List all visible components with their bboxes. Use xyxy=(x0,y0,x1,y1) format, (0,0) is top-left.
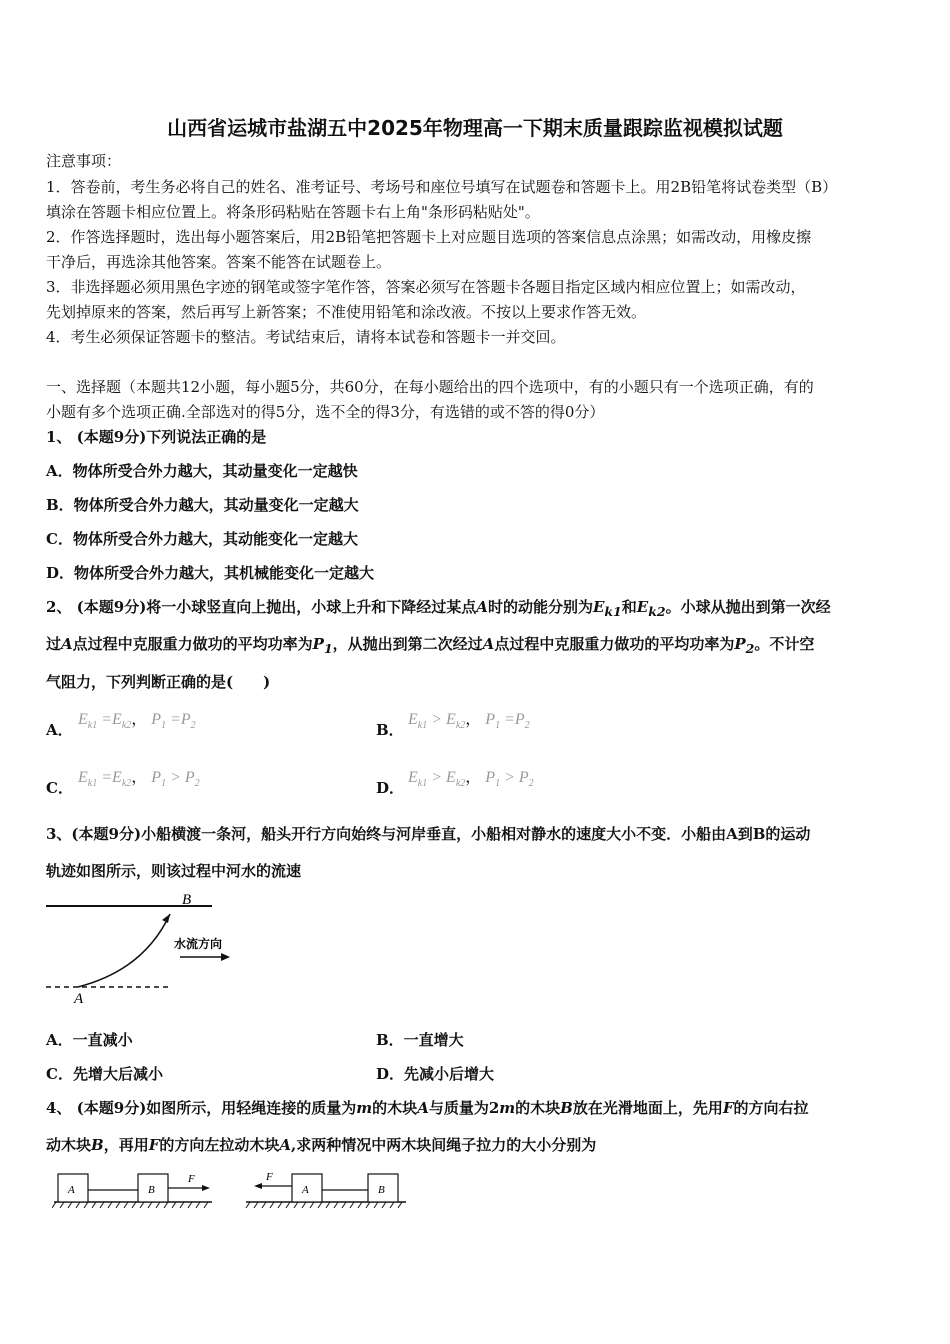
boat-trajectory xyxy=(78,914,170,987)
section-heading: 小题有多个选项正确.全部选对的得5分，选不全的得3分，有选错的或不答的得0分） xyxy=(46,403,605,421)
q4-stem-line1: 4、 (本题9分)如图所示，用轻绳连接的质量为m的木块A与质量为2m的木块B放在光滑地面上，先用F的方向右拉 xyxy=(46,1099,809,1117)
flow-arrowhead xyxy=(221,953,230,961)
notice-line: 3．非选择题必须用黑色字迹的钢笔或签字笔作答，答案必须写在答题卡各题目指定区域内相应位置上；如需改动， xyxy=(46,278,806,296)
ground-hatching xyxy=(52,1202,208,1208)
q2-stem-text: 2、 (本题9分)将一小球竖直向上抛出，小球上升和下降经过某点 xyxy=(46,598,477,616)
ek2-var: $E_{k2}$ xyxy=(636,598,666,619)
q2-option-c-formula: $E_{k1} =E_{k2}$， $P_1 > P_2$ xyxy=(78,769,200,790)
q3-option-b: B．一直增大 xyxy=(376,1031,464,1049)
force-arrowhead xyxy=(254,1183,262,1189)
q2-option-d-formula: $E_{k1} > E_{k2}$， $P_1 > P_2$ xyxy=(408,769,534,790)
label-a: A xyxy=(74,991,84,1007)
force-label: F xyxy=(188,1173,195,1185)
flow-label: 水流方向 xyxy=(174,937,223,951)
page-title: 山西省运城市盐湖五中2025年物理高一下期末质量跟踪监视模拟试题 xyxy=(167,116,783,140)
q2-option-b-label: B． xyxy=(376,721,404,739)
notice-line: 4．考生必须保证答题卡的整洁。考试结束后，请将本试卷和答题卡一并交回。 xyxy=(46,328,566,346)
p1-var: $P_1$ xyxy=(312,635,333,656)
ground-hatching xyxy=(246,1202,402,1208)
q1-option-b: B．物体所受合外力越大，其动量变化一定越大 xyxy=(46,496,359,514)
label-b: B xyxy=(182,892,192,908)
q3-option-d: D．先减小后增大 xyxy=(376,1065,495,1083)
notice-line: 1．答卷前，考生务必将自己的姓名、准考证号、考场号和座位号填写在试题卷和答题卡上。用2B铅笔将试卷类型（B） xyxy=(46,178,838,196)
river-crossing-figure xyxy=(44,890,244,1008)
q2-stem-line1 xyxy=(46,597,912,622)
q3-stem-line2: 轨迹如图所示，则该过程中河水的流速 xyxy=(46,862,302,880)
q4-stem-line2: 动木块B，再用F的方向左拉动木块A,求两种情况中两木块间绳子拉力的大小分别为 xyxy=(46,1136,597,1154)
q1-option-d: D．物体所受合外力越大，其机械能变化一定越大 xyxy=(46,564,375,582)
q2-option-a-formula: $E_{k1} =E_{k2}$， $P_1 =P_2$ xyxy=(78,711,196,732)
block-b-label: B xyxy=(378,1184,385,1196)
blocks-figure-left-pull xyxy=(244,1166,410,1212)
block-b-label: B xyxy=(148,1184,155,1196)
point-a-var: A xyxy=(476,598,488,616)
q2-stem-text: 。小球从抛出到第一次经 xyxy=(665,598,831,616)
q3-option-a: A．一直减小 xyxy=(46,1031,133,1049)
notice-line: 填涂在答题卡相应位置上。将条形码粘贴在答题卡右上角"条形码粘贴处"。 xyxy=(46,203,540,221)
q2-stem-text: 和 xyxy=(621,598,637,616)
trajectory-arrowhead xyxy=(162,914,170,923)
notice-line: 干净后，再选涂其他答案。答案不能答在试题卷上。 xyxy=(46,253,392,271)
notice-line: 2．作答选择题时，选出每小题答案后，用2B铅笔把答题卡上对应题目选项的答案信息点涂黑；如需改动，用橡皮擦 xyxy=(46,228,812,246)
q2-option-d-label: D． xyxy=(376,779,405,797)
force-arrowhead xyxy=(202,1185,210,1191)
q3-stem-line1: 3、(本题9分)小船横渡一条河，船头开行方向始终与河岸垂直，小船相对静水的速度大小不变．小船由A到B的运动 xyxy=(46,825,811,843)
q3-option-c: C．先增大后减小 xyxy=(46,1065,163,1083)
q2-stem-line2: 过A点过程中克服重力做功的平均功率为$P_1$，从抛出到第二次经过A点过程中克服重力做功的平均功率为$P_2$。不计空 xyxy=(46,635,815,656)
q2-stem-text: 时的动能分别为 xyxy=(487,598,593,616)
q2-option-b-formula: $E_{k1} > E_{k2}$， $P_1 =P_2$ xyxy=(408,711,530,732)
q2-stem-line3: 气阻力，下列判断正确的是( ) xyxy=(46,673,271,691)
notice-heading: 注意事项： xyxy=(46,152,122,170)
block-a-label: A xyxy=(68,1184,75,1196)
q1-option-c: C．物体所受合外力越大，其动能变化一定越大 xyxy=(46,530,358,548)
q1-stem: 1、 (本题9分)下列说法正确的是 xyxy=(46,428,267,446)
section-heading: 一、选择题（本题共12小题，每小题5分，共60分，在每小题给出的四个选项中，有的小题只有一个选项正确，有的 xyxy=(46,378,814,396)
p2-var: $P_2$ xyxy=(734,635,755,656)
q1-option-a: A．物体所受合外力越大，其动量变化一定越快 xyxy=(46,462,358,480)
force-label: F xyxy=(266,1171,273,1183)
block-a-label: A xyxy=(302,1184,309,1196)
blocks-figure-right-pull xyxy=(52,1168,218,1212)
q2-option-a-label: A． xyxy=(46,721,73,739)
notice-line: 先划掉原来的答案，然后再写上新答案；不准使用铅笔和涂改液。不按以上要求作答无效。 xyxy=(46,303,647,321)
q2-option-c-label: C． xyxy=(46,779,73,797)
ek1-var: $E_{k1}$ xyxy=(592,598,622,619)
